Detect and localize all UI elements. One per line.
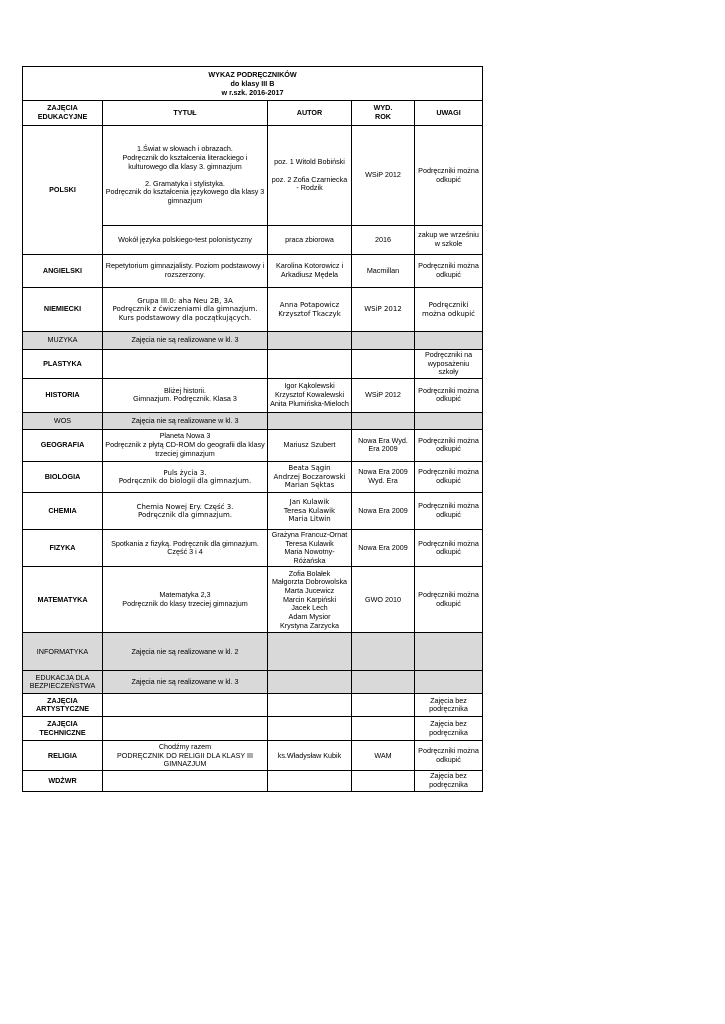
author-cell: Karolina Kotorowicz i Arkadiusz Mędela xyxy=(268,255,352,288)
title-cell: Chodźmy razem PODRĘCZNIK DO RELIGII DLA KLASY III GIMNAZJUM xyxy=(103,741,268,771)
subject-cell: MATEMATYKA xyxy=(23,567,103,633)
title-cell: Matematyka 2,3 Podręcznik do klasy trzeciej gimnazjum xyxy=(103,567,268,633)
header-year: WYD. ROK xyxy=(352,101,415,126)
author-cell xyxy=(268,412,352,429)
author-cell: Mariusz Szubert xyxy=(268,429,352,461)
notes-cell xyxy=(415,671,483,694)
title-cell: Bliżej historii. Gimnazjum. Podręcznik. Klasa 3 xyxy=(103,378,268,412)
table-row xyxy=(23,529,483,567)
title-cell: Planeta Nowa 3 Podręcznik z płytą CD-ROM do geografii dla klasy trzeciej gimnazjum xyxy=(103,429,268,461)
title-cell: Wokół języka polskiego-test polonistyczny xyxy=(103,226,268,255)
notes-cell: Zajęcia bez podręcznika xyxy=(415,771,483,791)
author-cell: Jan Kulawik Teresa Kulawik Maria Litwin xyxy=(268,492,352,529)
table-row xyxy=(23,567,483,633)
subject-cell: RELIGIA xyxy=(23,741,103,771)
year-cell: Nowa Era Wyd. Era 2009 xyxy=(352,429,415,461)
title-cell: Repetytorium gimnazjalisty. Poziom podstawowy i rozszerzony. xyxy=(103,255,268,288)
table-row xyxy=(23,288,483,332)
notes-cell: Podręczniki na wyposażeniu szkoły xyxy=(415,350,483,379)
notes-cell xyxy=(415,332,483,350)
title-cell: Zajęcia nie są realizowane w kl. 3 xyxy=(103,671,268,694)
year-cell xyxy=(352,350,415,379)
title-cell: 1.Świat w słowach i obrazach. Podręcznik do kształcenia literackiego i kulturowego dla klasy 3. gimnazjum 2. Gramatyka i stylistyka. Podręcznik do kształcenia językowego dla klasy 3 gimnazjum xyxy=(103,126,268,226)
author-cell xyxy=(268,717,352,741)
title-cell: Puls życia 3. Podręcznik do biologii dla gimnazjum. xyxy=(103,461,268,492)
year-cell: GWO 2010 xyxy=(352,567,415,633)
notes-cell xyxy=(415,633,483,671)
subject-cell: INFORMATYKA xyxy=(23,633,103,671)
year-cell: WAM xyxy=(352,741,415,771)
year-cell: Macmillan xyxy=(352,255,415,288)
table-row xyxy=(23,332,483,350)
title-line-2: do klasy III B xyxy=(230,79,275,88)
author-cell xyxy=(268,771,352,791)
subject-cell: NIEMIECKI xyxy=(23,288,103,332)
subject-cell: ZAJĘCIA TECHNICZNE xyxy=(23,717,103,741)
subject-cell: FIZYKA xyxy=(23,529,103,567)
year-cell: WSiP 2012 xyxy=(352,288,415,332)
table-row xyxy=(23,378,483,412)
notes-cell: Podręczniki można odkupić xyxy=(415,288,483,332)
subject-cell: WDŻWR xyxy=(23,771,103,791)
year-cell: 2016 xyxy=(352,226,415,255)
subject-cell: HISTORIA xyxy=(23,378,103,412)
title-cell: Grupa III.0: aha Neu 2B, 3A Podręcznik z ćwiczeniami dla gimnazjum. Kurs podstawowy dla początkujących. xyxy=(103,288,268,332)
title-line-1: WYKAZ PODRĘCZNIKÓW xyxy=(208,70,297,79)
table-row xyxy=(23,671,483,694)
table-row xyxy=(23,633,483,671)
title-cell xyxy=(103,694,268,717)
year-cell: Nowa Era 2009 Wyd. Era xyxy=(352,461,415,492)
title-cell: Zajęcia nie są realizowane w kl. 2 xyxy=(103,633,268,671)
subject-cell: CHEMIA xyxy=(23,492,103,529)
title-cell: Chemia Nowej Ery. Część 3. Podręcznik dla gimnazjum. xyxy=(103,492,268,529)
header-notes: UWAGI xyxy=(415,101,483,126)
table-row xyxy=(23,429,483,461)
subject-cell: ANGIELSKI xyxy=(23,255,103,288)
title-cell: Zajęcia nie są realizowane w kl. 3 xyxy=(103,412,268,429)
header-subject: ZAJĘCIA EDUKACYJNE xyxy=(23,101,103,126)
subject-cell: EDUKACJA DLA BEZPIECZEŃSTWA xyxy=(23,671,103,694)
year-cell xyxy=(352,412,415,429)
notes-cell: Podręczniki można odkupić xyxy=(415,529,483,567)
notes-cell: Podręczniki można odkupić xyxy=(415,126,483,226)
document-title xyxy=(23,67,483,101)
author-cell: ks.Władysław Kubik xyxy=(268,741,352,771)
year-cell: WSiP 2012 xyxy=(352,378,415,412)
notes-cell: Zajęcia bez podręcznika xyxy=(415,694,483,717)
table-row xyxy=(23,126,483,226)
author-cell: Beata Sągin Andrzej Boczarowski Marian Sęktas xyxy=(268,461,352,492)
notes-cell: Podręczniki można odkupić xyxy=(415,255,483,288)
year-cell xyxy=(352,671,415,694)
table-row xyxy=(23,717,483,741)
year-cell: Nowa Era 2009 xyxy=(352,529,415,567)
title-row xyxy=(23,67,483,101)
author-cell xyxy=(268,332,352,350)
textbook-list-table xyxy=(22,66,483,792)
subject-cell: BIOLOGIA xyxy=(23,461,103,492)
year-cell: Nowa Era 2009 xyxy=(352,492,415,529)
subject-cell: ZAJĘCIA ARTYSTYCZNE xyxy=(23,694,103,717)
year-cell xyxy=(352,717,415,741)
notes-cell: Podręczniki można odkupić xyxy=(415,429,483,461)
table-row xyxy=(23,350,483,379)
year-cell xyxy=(352,633,415,671)
header-row xyxy=(23,101,483,126)
author-cell: Grażyna Francuz-Ornat Teresa Kulawik Maria Nowotny-Różańska xyxy=(268,529,352,567)
table-row xyxy=(23,461,483,492)
notes-cell: Podręczniki można odkupić xyxy=(415,741,483,771)
table-row xyxy=(23,741,483,771)
year-cell xyxy=(352,694,415,717)
author-cell xyxy=(268,350,352,379)
author-cell xyxy=(268,694,352,717)
notes-cell: Podręczniki można odkupić xyxy=(415,378,483,412)
subject-cell: MUZYKA xyxy=(23,332,103,350)
author-cell xyxy=(268,671,352,694)
author-cell xyxy=(268,633,352,671)
author-cell: praca zbiorowa xyxy=(268,226,352,255)
year-cell xyxy=(352,771,415,791)
subject-cell: GEOGRAFIA xyxy=(23,429,103,461)
title-cell xyxy=(103,771,268,791)
title-line-3: w r.szk. 2016-2017 xyxy=(221,88,284,97)
title-cell: Zajęcia nie są realizowane w kl. 3 xyxy=(103,332,268,350)
subject-cell: WOS xyxy=(23,412,103,429)
title-cell: Spotkania z fizyką. Podręcznik dla gimnazjum. Część 3 i 4 xyxy=(103,529,268,567)
notes-cell: zakup we wrześniu w szkole xyxy=(415,226,483,255)
table-row xyxy=(23,492,483,529)
notes-cell: Podręczniki można odkupić xyxy=(415,492,483,529)
author-cell: Zofia Bolałek Małgorzta Dobrowolska Marta Jucewicz Marcin Karpiński Jacek Lech Adam Mysior Krystyna Zarzycka xyxy=(268,567,352,633)
author-cell: Igor Kąkolewski Krzysztof Kowalewski Anita Plumińska-Mieloch xyxy=(268,378,352,412)
notes-cell xyxy=(415,412,483,429)
subject-cell: POLSKI xyxy=(23,126,103,255)
author-cell: Anna Potapowicz Krzysztof Tkaczyk xyxy=(268,288,352,332)
title-cell xyxy=(103,350,268,379)
table-row xyxy=(23,255,483,288)
year-cell: WSiP 2012 xyxy=(352,126,415,226)
notes-cell: Zajęcia bez podręcznika xyxy=(415,717,483,741)
table-row xyxy=(23,771,483,791)
notes-cell: Podręczniki można odkupić xyxy=(415,567,483,633)
author-cell: poz. 1 Witold Bobiński poz. 2 Zofia Czarniecka - Rodzik xyxy=(268,126,352,226)
table-row xyxy=(23,694,483,717)
year-cell xyxy=(352,332,415,350)
header-title: TYTUŁ xyxy=(103,101,268,126)
subject-cell: PLASTYKA xyxy=(23,350,103,379)
header-author: AUTOR xyxy=(268,101,352,126)
notes-cell: Podręczniki można odkupić xyxy=(415,461,483,492)
title-cell xyxy=(103,717,268,741)
table-row xyxy=(23,412,483,429)
